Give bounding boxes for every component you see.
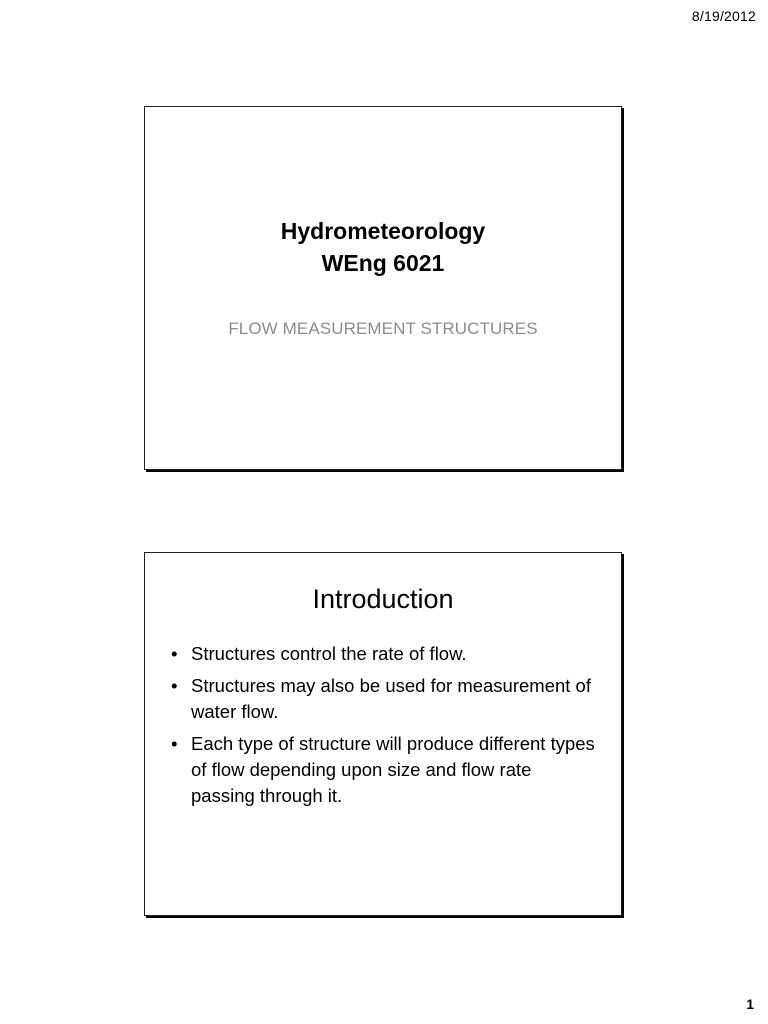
bullet-item — [169, 641, 599, 667]
bullet-text: Structures control the rate of flow. — [191, 643, 467, 664]
bullet-icon: • — [171, 733, 178, 754]
slide-heading: Introduction — [312, 584, 454, 614]
slide-title-heading — [145, 215, 621, 279]
bullet-icon: • — [171, 643, 178, 664]
bullet-icon: • — [171, 675, 178, 696]
page-number: 1 — [746, 996, 754, 1012]
page-date: 8/19/2012 — [691, 8, 756, 24]
bullet-text: Each type of structure will produce different types of flow depending upon size and flow rate passing through it. — [191, 733, 595, 806]
bullet-item — [169, 731, 599, 809]
slide-title — [144, 106, 622, 470]
bullet-list — [169, 641, 599, 815]
slide-subtitle: FLOW MEASUREMENT STRUCTURES — [228, 319, 538, 338]
bullet-item — [169, 673, 599, 725]
slide-introduction — [144, 552, 622, 916]
course-title: Hydrometeorology — [280, 218, 486, 244]
course-code: WEng 6021 — [321, 250, 445, 276]
bullet-text: Structures may also be used for measurement of water flow. — [191, 675, 591, 722]
